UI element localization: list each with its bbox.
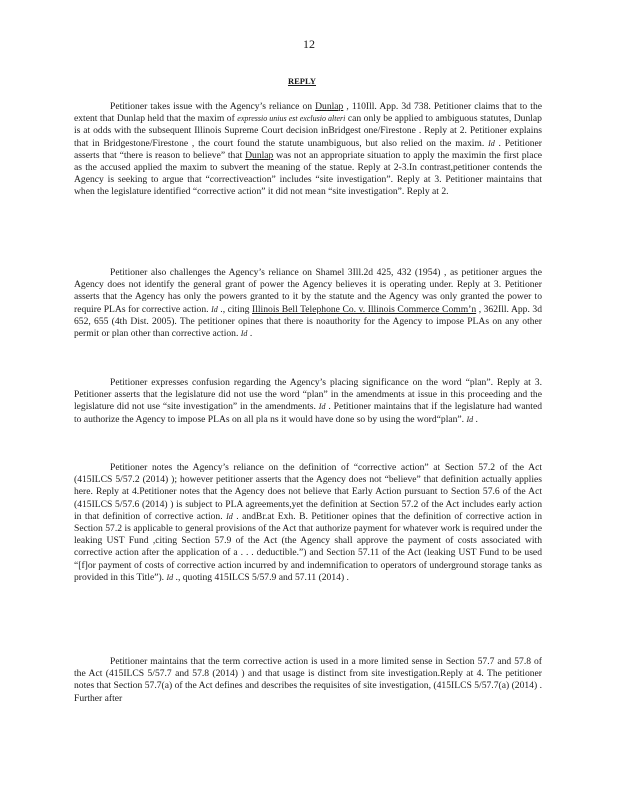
paragraph-text: Petitioner maintains that the term corrective action is used in a more limited sense in Section 57.7 and 57.8 of the Act (415ILCS 5/57.7 and 57.8 (2014) ) and that usage is distinct from site investigation.Reply at 4. The petitioner notes that Section 57.7(a) of the Act defines and describes the requisites of site investigation, (415ILCS 5/57.7(a) (2014) . Further after	[74, 656, 542, 704]
latin-citation: Id	[211, 304, 218, 314]
paragraph-text: ., quoting 415ILCS 5/57.9 and 57.11 (2014) .	[173, 571, 349, 583]
latin-citation: Id	[488, 138, 495, 148]
paragraph-text: .	[473, 413, 478, 425]
paragraph-text: Petitioner notes the Agency’s reliance on the definition of “corrective action” at Section 57.2 of the Act (415ILCS 5/57.2 (2014) ); however petitioner asserts that the Agency does not “believe” that definition actually applies here. Reply at 4.Petitioner notes that the Agency does not believe that Early Action pursuant to Section 57.6 of the Act (415ILCS 5/57.6 (2014) ) is subject to PLA agreements,yet the definition at Section 57.2 of the Act includes early action in that definition of corrective action.	[74, 462, 542, 522]
latin-citation: Id	[466, 414, 474, 424]
paragraph-text: , 110Ill. App. 3d 738. Petitioner claims that to the extent that Dunlap held that the maxim of	[74, 101, 542, 125]
paragraph-text: . Petitioner maintains that if the legislature had wanted to authorize the Agency to impose PLAs on all pla ns it would have done so by using the word“plan”.	[74, 401, 542, 425]
case-citation: Illinois Bell Telephone Co. v. Illinois Commerce Comm’n	[252, 303, 477, 315]
page-number: 12	[303, 37, 315, 51]
paragraph-text: ., citing	[217, 303, 253, 315]
latin-citation: Id	[166, 572, 174, 582]
paragraph-text: . andBr.at Exh. B. Petitioner opines that the definition of corrective action in Section 57.2 is applicable to general provisions of the Act that authorize payment for whatever work is required under the leaking UST Fund ,citing Section 57.9 of the Act (the Agency shall approve the payment of costs associated with corrective action after the application of a . . . deductible.”) and Section 57.11 of the Act (leaking UST Fund to be used “[f]or payment of costs of corrective action incurred by and indemnification to operators of underground storage tanks as provided in this Title”).	[74, 510, 542, 583]
case-citation: Dunlap	[315, 101, 344, 112]
latin-citation: Id	[318, 402, 326, 412]
paragraph-corrective-action-definition	[74, 462, 542, 584]
case-citation: Dunlap	[245, 149, 274, 161]
paragraph-text: can only be applied to ambiguous statutes, Dunlap is at odds with the subsequent Illinois Supreme Court decision inBridgest one/Firestone . Reply at 2. Petitioner explains that in Bridgestone/Firestone , the court found the statute unambiguous, but also relied on the maxim.	[74, 113, 542, 149]
latin-citation: expressio unius est exclusio alteri	[237, 114, 346, 124]
paragraph-text: Petitioner takes issue with the Agency’s reliance on	[110, 101, 316, 112]
latin-citation: Id	[240, 329, 248, 339]
paragraph-text: , 362Ill. App. 3d 652, 655 (4th Dist. 2005). The petitioner opines that there is noauthority for the Agency to impose PLAs on any other permit or plan other than corrective action.	[74, 303, 543, 340]
section-heading	[0, 76, 618, 86]
paragraph-plan	[74, 377, 542, 426]
paragraph-text: . Petitioner asserts that “there is reason to believe” that	[74, 137, 542, 161]
paragraph-text: was not an appropriate situation to apply the maximin the first place as the accused applied the maxim to subvert the meaning of the statue. Reply at 2-3.In contrast,petitioner contends the Agency is seeking to argue that “correctiveaction” includes “site investigation”. Reply at 3. Petitioner maintains that when the legislature identified “corrective action” it did not mean “site investigation”. Reply at 2.	[74, 149, 542, 198]
paragraph-dunlap	[74, 101, 542, 199]
paragraph-text: Petitioner also challenges the Agency’s reliance on Shamel 3Ill.2d 425, 432 (1954) , as petitioner argues the Agency does not identify the general grant of power the Agency believes it is operating under. Reply at 3. Petitioner asserts that the Agency has only the powers granted to it by the statute and the Agency was only granted the power to require PLAs for corrective action.	[74, 267, 542, 315]
latin-citation: Id	[226, 511, 233, 521]
paragraph-site-investigation	[74, 656, 542, 705]
reply-heading: REPLY	[287, 76, 317, 86]
paragraph-text: .	[247, 328, 253, 340]
paragraph-shamel	[74, 267, 542, 340]
paragraph-text: Petitioner expresses confusion regarding the Agency’s placing significance on the word “plan”. Reply at 3. Petitioner asserts that the legislature did not use the word “plan” in the amendments at issue in this proceeding and the legislature did not use “site investigation” in the amendments.	[74, 377, 542, 413]
